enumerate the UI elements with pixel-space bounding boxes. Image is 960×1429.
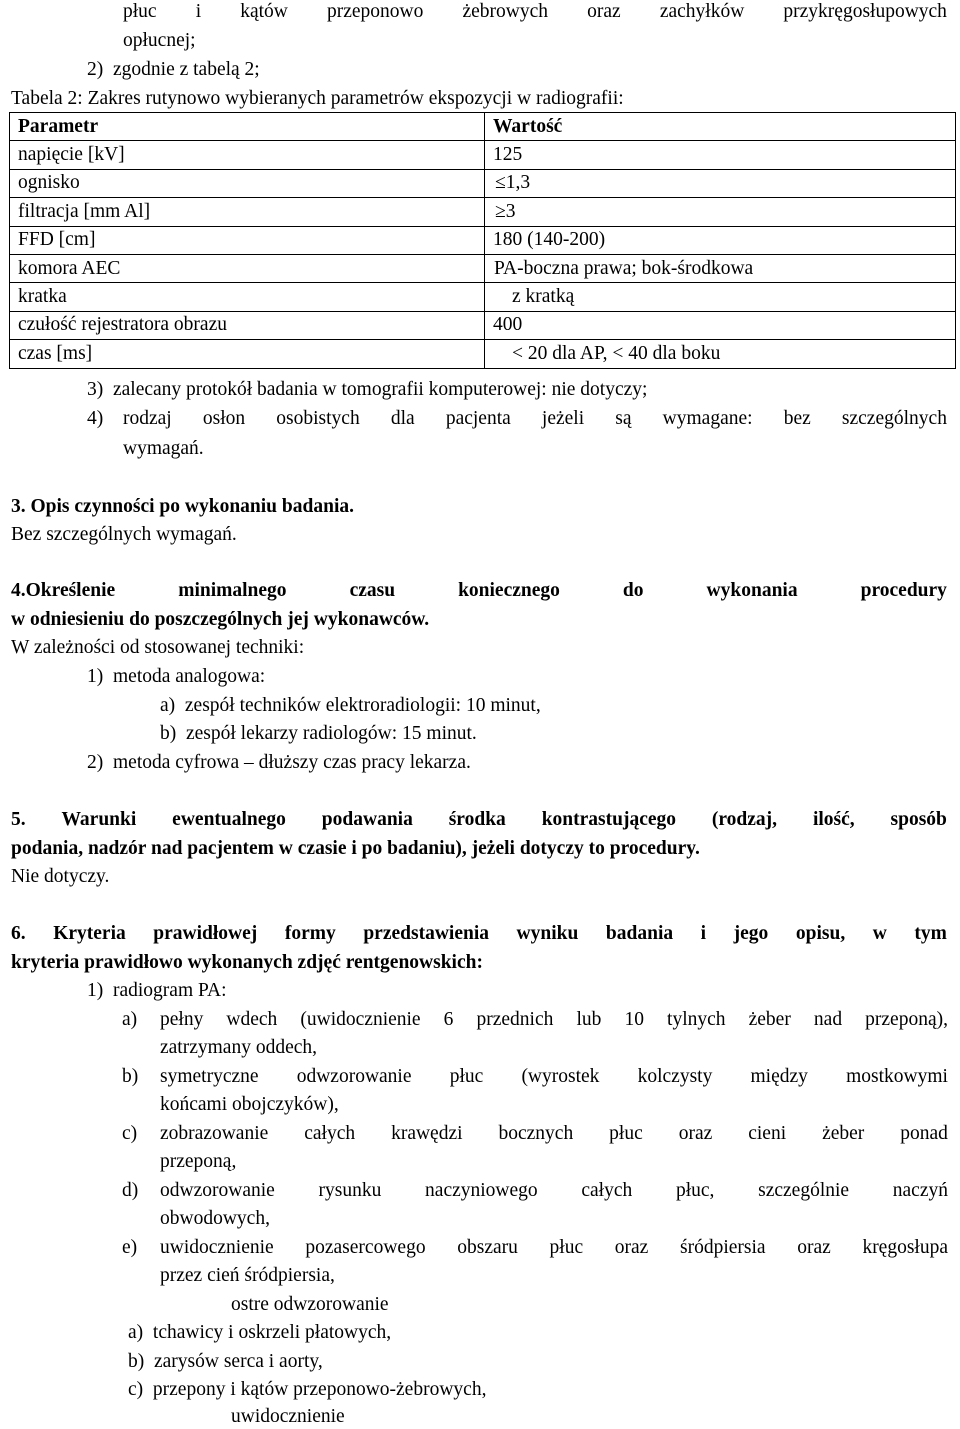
word: ponad xyxy=(900,1123,948,1144)
text-line: końcami obojczyków), xyxy=(160,1094,339,1115)
table-header-cell: Wartość xyxy=(485,113,956,141)
justified-line xyxy=(160,1065,948,1089)
section-heading xyxy=(11,808,947,832)
word: pełny xyxy=(160,1009,204,1030)
text-line: przez cień śródpiersia, xyxy=(160,1265,335,1286)
list-item-number: 4) xyxy=(87,408,104,429)
list-item: 2) metoda cyfrowa – dłuższy czas pracy lekarza. xyxy=(87,752,471,773)
word: przeponą), xyxy=(865,1009,948,1030)
word: 10 xyxy=(624,1009,644,1030)
word: między xyxy=(750,1066,808,1087)
word: płuc, xyxy=(675,1180,715,1201)
word: naczyniowego xyxy=(425,1180,538,1201)
word: uwidocznienie xyxy=(160,1237,274,1258)
text-line: ostre odwzorowanie xyxy=(231,1294,389,1315)
word: naczyń xyxy=(892,1180,948,1201)
justified-line xyxy=(160,1236,948,1260)
word: obszaru xyxy=(457,1237,518,1258)
word: bocznych xyxy=(498,1123,574,1144)
word: ewentualnego xyxy=(172,809,286,830)
word: 6. xyxy=(11,923,26,944)
word: procedury xyxy=(860,580,947,601)
table-cell: czas [ms] xyxy=(10,340,485,368)
word: kontrastującego xyxy=(541,809,677,830)
word: przeponowo xyxy=(326,1,424,22)
word: pacjenta xyxy=(445,408,511,429)
word: mostkowymi xyxy=(846,1066,948,1087)
word: kręgosłupa xyxy=(862,1237,948,1258)
word: odwzorowanie xyxy=(296,1066,412,1087)
word: (wyrostek xyxy=(521,1066,600,1087)
list-item-letter: e) xyxy=(122,1237,138,1258)
word: są xyxy=(615,408,632,429)
word: przykręgosłupowych xyxy=(783,1,947,22)
word: badania xyxy=(605,923,674,944)
list-item-letter: a) xyxy=(122,1009,138,1030)
word: 4.Określenie xyxy=(11,580,116,601)
table-row xyxy=(10,340,956,368)
word: przedstawienia xyxy=(363,923,489,944)
word: płuc xyxy=(449,1066,484,1087)
table-row xyxy=(10,226,956,254)
word: podawania xyxy=(321,809,413,830)
justified-line xyxy=(160,1179,948,1203)
word: kątów xyxy=(240,1,288,22)
justified-line xyxy=(160,1122,948,1146)
table-row xyxy=(10,169,956,197)
word: koniecznego xyxy=(458,580,560,601)
table-cell: 180 (140-200) xyxy=(485,226,956,254)
word: sposób xyxy=(890,809,947,830)
word: szczególnie xyxy=(758,1180,850,1201)
word: formy xyxy=(284,923,336,944)
text-line: Bez szczególnych wymagań. xyxy=(11,524,237,545)
section-heading-cont: w odniesieniu do poszczególnych jej wykonawców. xyxy=(11,609,430,630)
section-heading xyxy=(11,579,947,603)
justified-line xyxy=(160,1008,948,1032)
justified-line xyxy=(123,0,947,24)
table-row xyxy=(10,311,956,339)
text-line: obwodowych, xyxy=(160,1208,270,1229)
table-cell: 400 xyxy=(485,311,956,339)
word: osobistych xyxy=(276,408,360,429)
word: symetryczne xyxy=(160,1066,259,1087)
list-item: 2) zgodnie z tabelą 2; xyxy=(87,59,260,80)
word: kolczysty xyxy=(637,1066,713,1087)
table-cell: komora AEC xyxy=(10,254,485,282)
word: szczególnych xyxy=(841,408,947,429)
word: bez xyxy=(783,408,811,429)
word: 6 xyxy=(443,1009,454,1030)
text-line: opłucnej; xyxy=(123,30,196,51)
word: dla xyxy=(390,408,415,429)
word: tym xyxy=(914,923,947,944)
table-cell: FFD [cm] xyxy=(10,226,485,254)
table-header-row xyxy=(10,113,956,141)
word: wymagane: xyxy=(662,408,753,429)
section-heading-cont: kryteria prawidłowo wykonanych zdjęć rentgenowskich: xyxy=(11,952,483,973)
word: prawidłowej xyxy=(153,923,258,944)
word: w xyxy=(872,923,887,944)
word: i xyxy=(195,1,202,22)
table-cell: kratka xyxy=(10,283,485,311)
word: płuc xyxy=(123,1,157,22)
word: śródpiersia xyxy=(680,1237,766,1258)
section-heading xyxy=(11,922,947,946)
table-caption: Tabela 2: Zakres rutynowo wybieranych parametrów ekspozycji w radiografii: xyxy=(11,88,624,109)
list-item: a) zespół techników elektroradiologii: 10 minut, xyxy=(160,695,541,716)
list-item-letter: b) xyxy=(122,1066,139,1087)
table-cell: ≥3 xyxy=(485,198,956,226)
word: (rodzaj, xyxy=(711,809,778,830)
list-item-letter: d) xyxy=(122,1180,139,1201)
word: wyniku xyxy=(516,923,579,944)
word: całych xyxy=(304,1123,356,1144)
word: Kryteria xyxy=(53,923,126,944)
word: do xyxy=(622,580,644,601)
table-cell: filtracja [mm Al] xyxy=(10,198,485,226)
list-item-letter: c) xyxy=(122,1123,138,1144)
justified-line xyxy=(123,407,947,431)
list-item: a) tchawicy i oskrzeli płatowych, xyxy=(128,1322,392,1343)
table-cell: < 20 dla AP, < 40 dla boku xyxy=(485,340,956,368)
section-heading-cont: podania, nadzór nad pacjentem w czasie i po badaniu), jeżeli dotyczy to procedury. xyxy=(11,838,700,859)
word: rysunku xyxy=(318,1180,382,1201)
word: wdech xyxy=(226,1009,278,1030)
table-row xyxy=(10,141,956,169)
word: środka xyxy=(448,809,506,830)
word: żeber xyxy=(822,1123,865,1144)
word: całych xyxy=(581,1180,633,1201)
word: lub xyxy=(576,1009,602,1030)
word: oraz xyxy=(587,1,621,22)
word: zachyłków xyxy=(659,1,745,22)
list-item: c) przepony i kątów przeponowo-żebrowych, xyxy=(128,1379,487,1400)
text-line: wymagań. xyxy=(123,438,204,459)
text-line: przeponą, xyxy=(160,1151,237,1172)
word: i xyxy=(700,923,707,944)
list-item: 1) metoda analogowa: xyxy=(87,666,266,687)
word: płuc xyxy=(549,1237,584,1258)
word: jego xyxy=(733,923,769,944)
table-cell: z kratką xyxy=(485,283,956,311)
word: wykonania xyxy=(706,580,798,601)
word: oraz xyxy=(678,1123,713,1144)
table-row xyxy=(10,254,956,282)
word: pozasercowego xyxy=(305,1237,426,1258)
text-line: uwidocznienie xyxy=(231,1406,345,1427)
word: jeżeli xyxy=(541,408,585,429)
table-row xyxy=(10,198,956,226)
word: ilość, xyxy=(812,809,855,830)
table-cell: ognisko xyxy=(10,169,485,197)
word: nad xyxy=(813,1009,843,1030)
table-cell: napięcie [kV] xyxy=(10,141,485,169)
word: 5. xyxy=(11,809,26,830)
table-cell: 125 xyxy=(485,141,956,169)
word: cieni xyxy=(748,1123,787,1144)
word: Warunki xyxy=(61,809,137,830)
word: tylnych xyxy=(667,1009,726,1030)
word: rodzaj xyxy=(123,408,172,429)
word: minimalnego xyxy=(178,580,287,601)
word: opisu, xyxy=(795,923,846,944)
word: płuc xyxy=(609,1123,643,1144)
word: przednich xyxy=(476,1009,554,1030)
list-item: 3) zalecany protokół badania w tomografii komputerowej: nie dotyczy; xyxy=(87,379,648,400)
word: osłon xyxy=(202,408,246,429)
word: żeber xyxy=(748,1009,791,1030)
word: (uwidocznienie xyxy=(300,1009,421,1030)
text-line: W zależności od stosowanej techniki: xyxy=(11,637,305,658)
word: czasu xyxy=(349,580,396,601)
table-header-cell: Parametr xyxy=(10,113,485,141)
word: oraz xyxy=(614,1237,649,1258)
list-item: b) zarysów serca i aorty, xyxy=(128,1351,323,1372)
list-item: b) zespół lekarzy radiologów: 15 minut. xyxy=(160,723,477,744)
text-line: Nie dotyczy. xyxy=(11,866,110,887)
parameters-table xyxy=(9,112,956,369)
table-cell: czułość rejestratora obrazu xyxy=(10,311,485,339)
section-heading: 3. Opis czynności po wykonaniu badania. xyxy=(11,496,354,517)
word: żebrowych xyxy=(462,1,549,22)
table-cell: ≤1,3 xyxy=(485,169,956,197)
word: zobrazowanie xyxy=(160,1123,269,1144)
table-row xyxy=(10,283,956,311)
word: odwzorowanie xyxy=(160,1180,275,1201)
list-item: 1) radiogram PA: xyxy=(87,980,227,1001)
word: krawędzi xyxy=(391,1123,463,1144)
text-line: zatrzymany oddech, xyxy=(160,1037,318,1058)
table-cell: PA-boczna prawa; bok-środkowa xyxy=(485,254,956,282)
word: oraz xyxy=(797,1237,831,1258)
